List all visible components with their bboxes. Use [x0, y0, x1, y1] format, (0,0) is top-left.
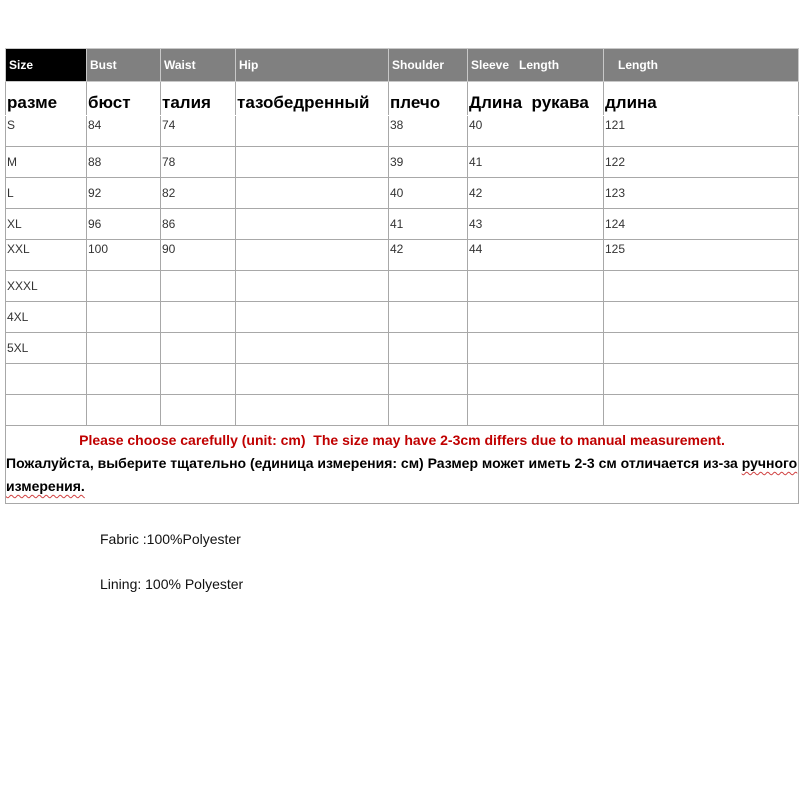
header-row-en [6, 49, 799, 82]
cell-size: 5XL [6, 333, 87, 364]
cell-length: 123 [604, 178, 799, 209]
cell-sleeve [468, 333, 604, 364]
cell-waist [161, 271, 236, 302]
cell-sleeve [468, 302, 604, 333]
cell-size: L [6, 178, 87, 209]
cell-hip [236, 147, 389, 178]
cell-length [604, 271, 799, 302]
header-ru-length: длина [604, 82, 799, 116]
cell-bust: 84 [87, 116, 161, 147]
cell-bust [87, 271, 161, 302]
cell-waist: 90 [161, 240, 236, 271]
cell-length: 125 [604, 240, 799, 271]
cell-bust [87, 364, 161, 395]
cell-bust [87, 333, 161, 364]
cell-hip [236, 240, 389, 271]
cell-waist: 82 [161, 178, 236, 209]
cell-hip [236, 395, 389, 426]
cell-size: 4XL [6, 302, 87, 333]
cell-size [6, 395, 87, 426]
cell-length: 122 [604, 147, 799, 178]
cell-shoulder [389, 333, 468, 364]
cell-sleeve: 41 [468, 147, 604, 178]
header-row-ru [6, 82, 799, 116]
fabric-info: Fabric :100%Polyester [100, 531, 241, 547]
cell-bust [87, 395, 161, 426]
table-row [6, 395, 799, 426]
note-row [6, 426, 799, 504]
table-row [6, 333, 799, 364]
cell-shoulder [389, 395, 468, 426]
cell-waist [161, 333, 236, 364]
size-note-ru-text: Пожалуйста, выберите тщательно (единица измерения: см) Размер может иметь 2-3 см отличается из-за [6, 455, 742, 471]
cell-hip [236, 178, 389, 209]
cell-sleeve: 42 [468, 178, 604, 209]
cell-shoulder: 40 [389, 178, 468, 209]
cell-length [604, 364, 799, 395]
table-row [6, 271, 799, 302]
header-hip: Hip [236, 49, 389, 82]
header-size: Size [6, 49, 87, 82]
note-cell [6, 426, 799, 504]
size-note-en: Please choose carefully (unit: cm) The size may have 2-3cm differs due to manual measurement. [79, 432, 725, 448]
cell-sleeve: 40 [468, 116, 604, 147]
header-ru-hip: тазобедренный [236, 82, 389, 116]
cell-bust: 100 [87, 240, 161, 271]
table-row [6, 116, 799, 147]
cell-size: XXL [6, 240, 87, 271]
cell-waist [161, 302, 236, 333]
cell-shoulder [389, 302, 468, 333]
cell-size: XL [6, 209, 87, 240]
cell-length [604, 302, 799, 333]
cell-sleeve [468, 271, 604, 302]
cell-waist: 86 [161, 209, 236, 240]
cell-length: 121 [604, 116, 799, 147]
header-waist: Waist [161, 49, 236, 82]
cell-shoulder [389, 364, 468, 395]
cell-sleeve: 43 [468, 209, 604, 240]
size-chart [5, 48, 798, 504]
cell-hip [236, 209, 389, 240]
cell-hip [236, 333, 389, 364]
cell-sleeve [468, 364, 604, 395]
cell-bust: 96 [87, 209, 161, 240]
cell-size [6, 364, 87, 395]
cell-hip [236, 364, 389, 395]
header-bust: Bust [87, 49, 161, 82]
cell-bust [87, 302, 161, 333]
cell-size: M [6, 147, 87, 178]
cell-waist: 74 [161, 116, 236, 147]
cell-shoulder [389, 271, 468, 302]
cell-waist [161, 395, 236, 426]
header-shoulder: Shoulder [389, 49, 468, 82]
size-note-ru [6, 452, 798, 498]
lining-info: Lining: 100% Polyester [100, 576, 244, 592]
size-table [5, 48, 799, 504]
header-length: Length [604, 49, 799, 82]
table-row [6, 240, 799, 271]
cell-size: XXXL [6, 271, 87, 302]
cell-shoulder: 38 [389, 116, 468, 147]
cell-shoulder: 39 [389, 147, 468, 178]
header-ru-waist: талия [161, 82, 236, 116]
cell-size: S [6, 116, 87, 147]
header-ru-bust: бюст [87, 82, 161, 116]
cell-bust: 88 [87, 147, 161, 178]
table-row [6, 178, 799, 209]
header-ru-sleeve-length: Длина рукава [468, 82, 604, 116]
header-sleeve-length: Sleeve Length [468, 49, 604, 82]
table-row [6, 302, 799, 333]
cell-shoulder: 42 [389, 240, 468, 271]
cell-waist: 78 [161, 147, 236, 178]
header-ru-shoulder: плечо [389, 82, 468, 116]
header-ru-size: разме [6, 82, 87, 116]
cell-length [604, 333, 799, 364]
table-row [6, 209, 799, 240]
cell-shoulder: 41 [389, 209, 468, 240]
table-row [6, 364, 799, 395]
cell-hip [236, 271, 389, 302]
cell-hip [236, 302, 389, 333]
cell-sleeve: 44 [468, 240, 604, 271]
size-note-ru-wavy: ручного измерения. [6, 455, 798, 494]
cell-length: 124 [604, 209, 799, 240]
cell-waist [161, 364, 236, 395]
cell-bust: 92 [87, 178, 161, 209]
cell-length [604, 395, 799, 426]
table-row [6, 147, 799, 178]
cell-hip [236, 116, 389, 147]
cell-sleeve [468, 395, 604, 426]
